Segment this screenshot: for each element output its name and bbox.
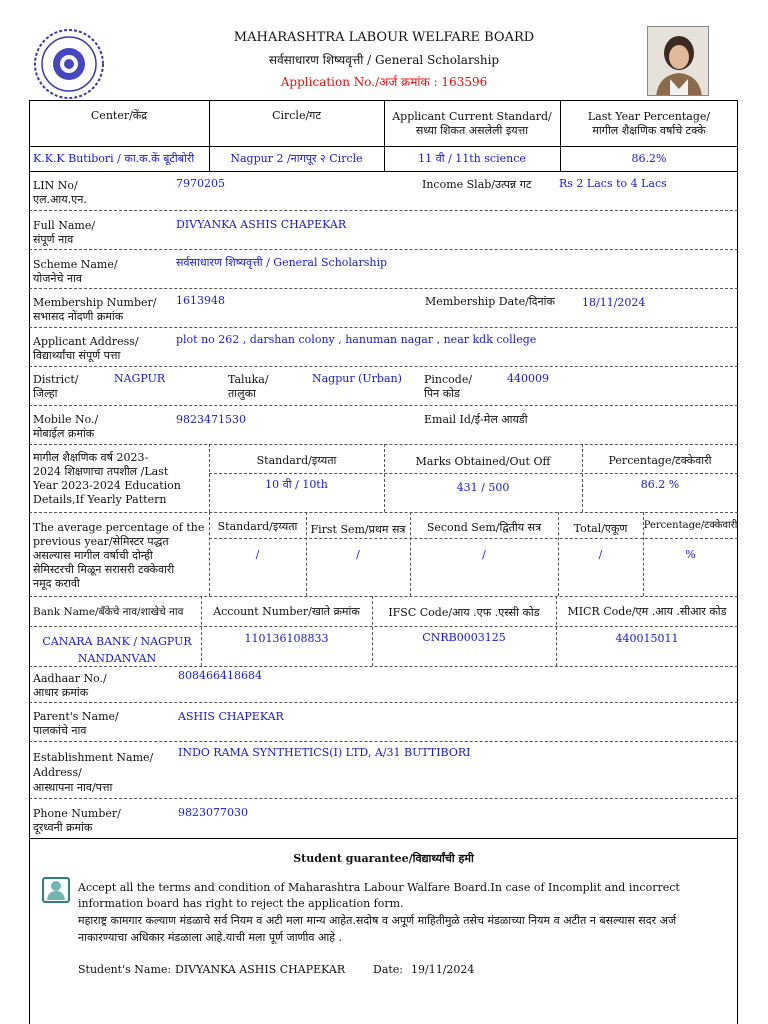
- student-name-label: Student's Name:: [78, 963, 172, 976]
- org-title: MAHARASHTRA LABOUR WELFARE BOARD: [233, 30, 535, 45]
- membership-number-label: Membership Number/ सभासद नोंदणी क्रमांक: [33, 296, 157, 323]
- guarantee-title: Student guarantee/विद्यार्थ्यांची हमी: [293, 852, 474, 865]
- current-standard-value: 11 वी / 11th science: [418, 152, 526, 165]
- guarantee-text-en: Accept all the terms and condition of Maharashtra Labour Walfare Board.In case of Incomplit and incorrect information board has right to reject the application form.: [78, 881, 680, 910]
- pincode-value: 440009: [507, 372, 549, 385]
- sem-second-header: Second Sem/द्वितीय सत्र: [426, 521, 542, 534]
- sem-percentage-value: %: [685, 548, 696, 561]
- sem-total-value: /: [598, 548, 603, 561]
- sem-total-header: Total/एकूण: [573, 522, 628, 535]
- scheme-value: सर्वसाधारण शिष्यवृत्ती / General Scholarship: [176, 256, 388, 269]
- student-name-value: DIVYANKA ASHIS CHAPEKAR: [175, 963, 346, 976]
- parent-value: ASHIS CHAPEKAR: [178, 710, 284, 723]
- micr-value: 440015011: [615, 632, 679, 645]
- taluka-label: Taluka/ तालुका: [228, 373, 269, 400]
- user-badge-icon: [42, 877, 70, 903]
- pincode-label: Pincode/ पिन कोड: [424, 373, 473, 400]
- center-value: K.K.K Butibori / का.क.कें बूटीबोरी: [33, 152, 195, 165]
- taluka-value: Nagpur (Urban): [312, 372, 402, 385]
- edu-marks-value: 431 / 500: [456, 481, 510, 494]
- lin-value: 7970205: [176, 177, 225, 190]
- edu-percentage-header: Percentage/टक्केवारी: [608, 454, 712, 467]
- establishment-value: INDO RAMA SYNTHETICS(I) LTD, A/31 BUTTIBORI: [178, 746, 471, 759]
- bank-name-value: CANARA BANK / NAGPUR NANDANVAN: [42, 635, 192, 665]
- applicant-photo: [647, 26, 709, 96]
- address-value: plot no 262 , darshan colony , hanuman nagar , near kdk college: [176, 333, 537, 346]
- aadhaar-value: 808466418684: [178, 669, 262, 682]
- bank-name-header: Bank Name/बँकेचे नाव/शाखेचे नाव: [33, 606, 184, 618]
- district-label: District/ जिल्हा: [33, 373, 79, 400]
- sem-percentage-header: Percentage/टक्केवारी: [643, 520, 738, 531]
- guarantee-text-mr: महाराष्ट्र कामगार कल्याण मंडळाचे सर्व नियम व अटी मला मान्य आहेत.सदोष व अपूर्ण माहितीमुळे तसेच मंडळाच्या नियम व अटीत न बसल्यास सदर अर्ज नाकारण्याचा अधिकार मंडळाला आहे.याची मला पूर्ण जाणीव आहे .: [78, 914, 677, 944]
- ifsc-header: IFSC Code/आय .एफ .एस्सी कोड: [388, 606, 540, 619]
- scheme-label: Scheme Name/ योजनेचे नाव: [33, 258, 118, 285]
- sem-first-header: First Sem/प्रथम सत्र: [310, 523, 406, 536]
- date-label: Date:: [373, 963, 404, 976]
- sem-standard-value: /: [255, 548, 260, 561]
- phone-value: 9823077030: [178, 806, 248, 819]
- sem-second-value: /: [482, 548, 486, 561]
- mobile-label: Mobile No./ मोबाईल क्रमांक: [33, 413, 99, 440]
- scheme-title: सर्वसाधारण शिष्यवृत्ती / General Scholarship: [268, 53, 500, 67]
- account-number-header: Account Number/खाते क्रमांक: [213, 605, 360, 618]
- center-header: Center/केंद्र: [90, 109, 148, 122]
- micr-header: MICR Code/एम .आय .सीआर कोड: [567, 605, 727, 618]
- membership-number-value: 1613948: [176, 294, 225, 307]
- phone-label: Phone Number/ दूरध्वनी क्रमांक: [33, 807, 121, 834]
- current-standard-header: Applicant Current Standard/ सध्या शिकत असलेली इयत्ता: [392, 110, 552, 137]
- education-label: मागील शैक्षणिक वर्ष 2023- 2024 शिक्षणाचा तपशील /Last Year 2023-2024 Education Details,If Yearly Pattern: [33, 451, 181, 506]
- sem-standard-header: Standard/इय्यता: [217, 520, 298, 533]
- aadhaar-label: Aadhaar No./ आधार क्रमांक: [33, 672, 107, 699]
- mobile-value: 9823471530: [176, 413, 246, 426]
- application-number: Application No./अर्ज क्रमांक : 163596: [280, 75, 488, 89]
- edu-percentage-value: 86.2 %: [640, 478, 680, 491]
- last-year-percentage-value: 86.2%: [631, 152, 667, 165]
- board-seal-icon: [33, 28, 105, 100]
- address-label: Applicant Address/ विद्यार्थ्यांचा संपूर्ण पत्ता: [33, 335, 139, 362]
- district-value: NAGPUR: [114, 372, 166, 385]
- last-year-percentage-header: Last Year Percentage/ मागील शैक्षणिक वर्षाचे टक्के: [587, 110, 711, 137]
- edu-marks-header: Marks Obtained/Out Off: [415, 455, 551, 468]
- date-value: 19/11/2024: [411, 963, 475, 976]
- establishment-label: Establishment Name/ Address/ आस्थापना नाव/पत्ता: [33, 751, 154, 794]
- lin-label: LIN No/ एल.आय.एन.: [33, 179, 87, 206]
- income-value: Rs 2 Lacs to 4 Lacs: [559, 177, 667, 190]
- membership-date-value: 18/11/2024: [582, 296, 646, 309]
- full-name-value: DIVYANKA ASHIS CHAPEKAR: [176, 218, 347, 231]
- edu-standard-header: Standard/इय्यता: [256, 454, 337, 467]
- full-name-label: Full Name/ संपूर्ण नाव: [33, 219, 96, 246]
- membership-date-label: Membership Date/दिनांक: [425, 295, 555, 308]
- edu-standard-value: 10 वी / 10th: [265, 478, 328, 491]
- parent-label: Parent's Name/ पालकांचे नाव: [33, 710, 119, 737]
- income-label: Income Slab/उत्पन्न गट: [422, 178, 532, 191]
- account-number-value: 110136108833: [244, 632, 329, 645]
- circle-header: Circle/गट: [272, 109, 321, 122]
- sem-first-value: /: [356, 548, 360, 561]
- ifsc-value: CNRB0003125: [422, 631, 506, 644]
- semester-label: The average percentage of the previous year/सेमिस्टर पद्धत असल्यास मागील वर्षाची दोन्ही सेमिस्टरची मिळून सरासरी टक्केवारी नमूद करावी: [33, 521, 205, 590]
- circle-value: Nagpur 2 /नागपूर २ Circle: [230, 152, 363, 165]
- email-label: Email Id/ई-मेल आयडी: [424, 413, 528, 426]
